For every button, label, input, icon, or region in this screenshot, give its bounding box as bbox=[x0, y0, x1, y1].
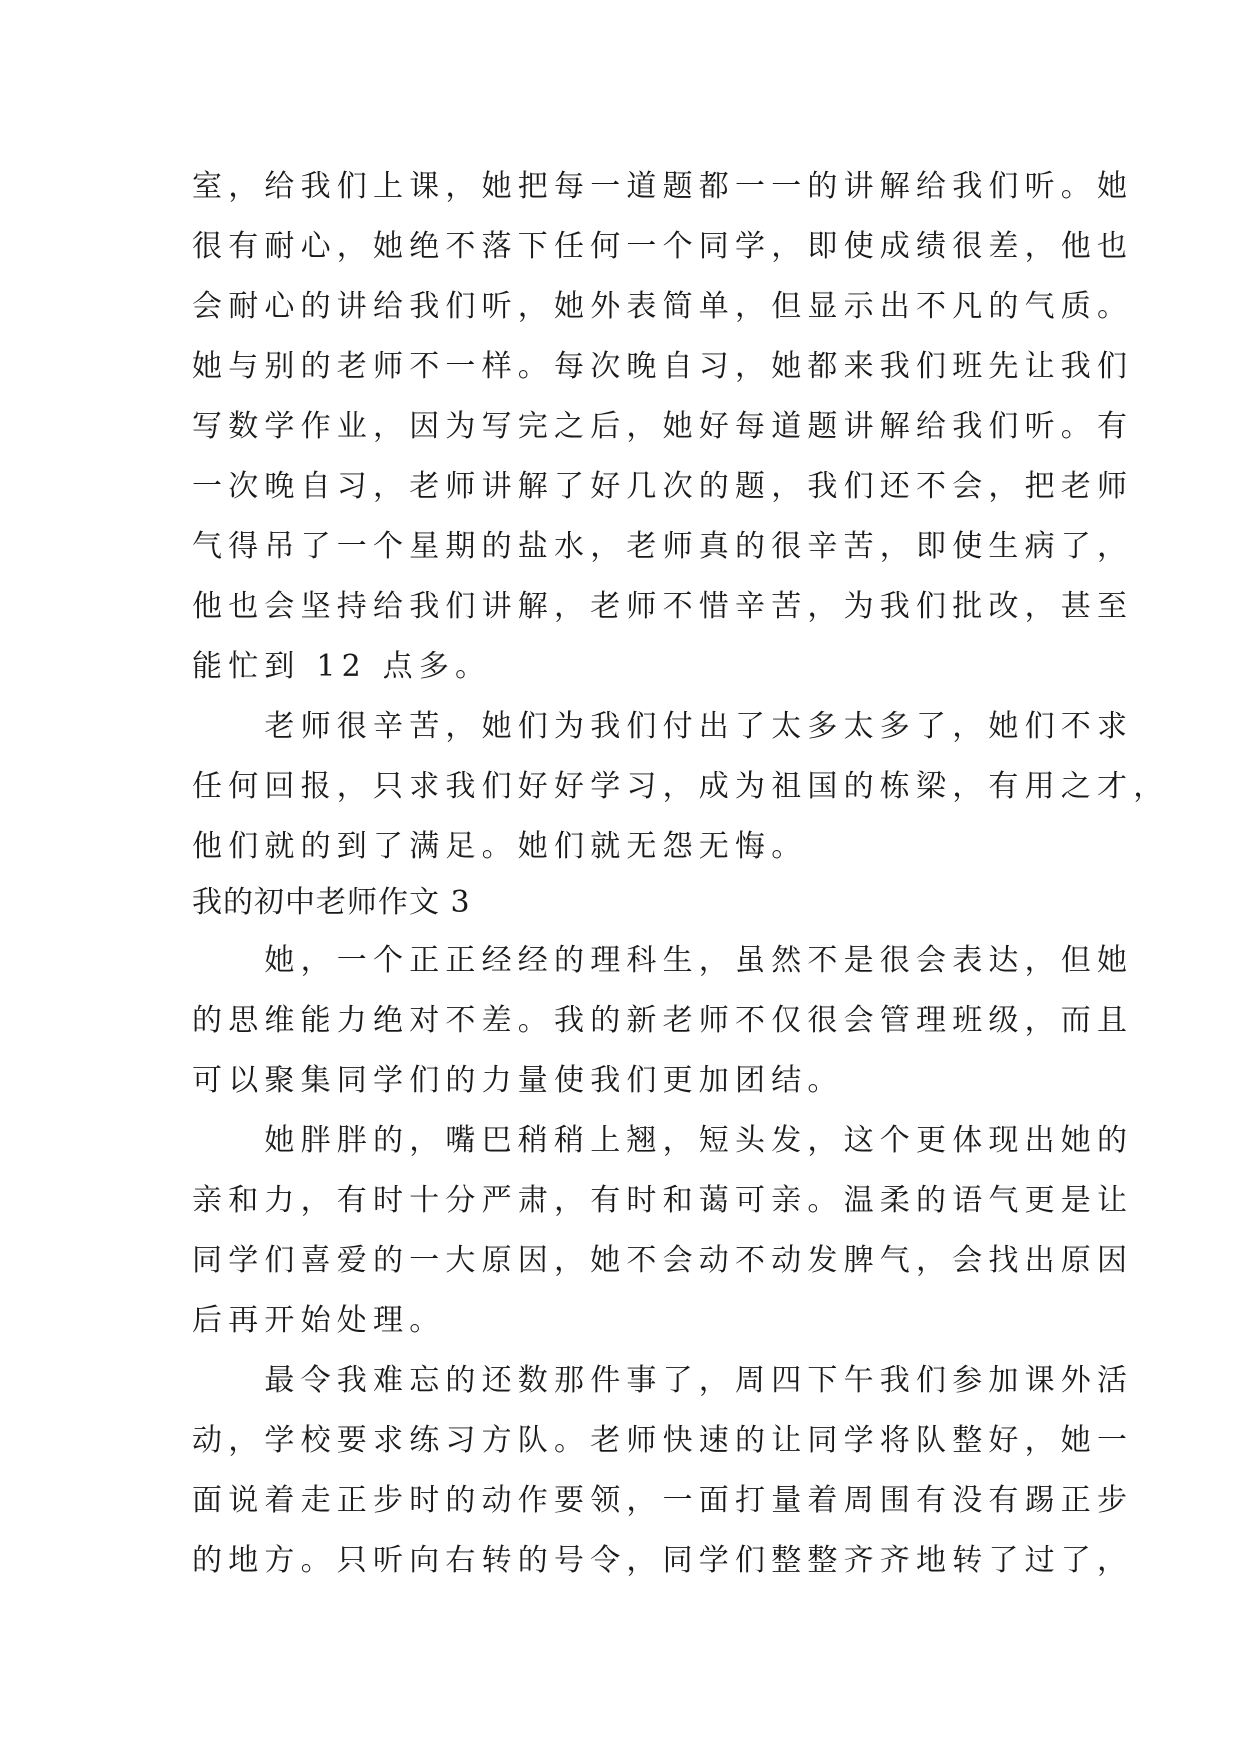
text-line: 气得吊了一个星期的盐水，老师真的很辛苦，即使生病了， bbox=[192, 529, 1134, 564]
text-line: 她与别的老师不一样。每次晚自习，她都来我们班先让我们 bbox=[192, 349, 1134, 384]
text-line: 很有耐心，她绝不落下任何一个同学，即使成绩很差，他也 bbox=[192, 229, 1134, 264]
text-line: 老师很辛苦，她们为我们付出了太多太多了，她们不求 bbox=[192, 709, 1134, 744]
text-line: 他也会坚持给我们讲解，老师不惜辛苦，为我们批改，甚至 bbox=[192, 589, 1134, 624]
text-line: 同学们喜爱的一大原因，她不会动不动发脾气，会找出原因 bbox=[192, 1243, 1134, 1278]
text-line: 他们就的到了满足。她们就无怨无悔。 bbox=[192, 829, 808, 864]
section-heading: 我的初中老师作文 3 bbox=[192, 885, 471, 920]
text-line: 动，学校要求练习方队。老师快速的让同学将队整好，她一 bbox=[192, 1423, 1134, 1458]
text-line: 最令我难忘的还数那件事了，周四下午我们参加课外活 bbox=[192, 1363, 1134, 1398]
text-line: 写数学作业，因为写完之后，她好每道题讲解给我们听。有 bbox=[192, 409, 1134, 444]
text-line: 面说着走正步时的动作要领，一面打量着周围有没有踢正步 bbox=[192, 1483, 1134, 1518]
text-line: 的地方。只听向右转的号令，同学们整整齐齐地转了过了， bbox=[192, 1543, 1134, 1578]
text-line: 的思维能力绝对不差。我的新老师不仅很会管理班级，而且 bbox=[192, 1003, 1134, 1038]
text-line: 室，给我们上课，她把每一道题都一一的讲解给我们听。她 bbox=[192, 169, 1134, 204]
text-line: 任何回报，只求我们好好学习，成为祖国的栋梁，有用之才， bbox=[192, 769, 1170, 804]
text-line: 可以聚集同学们的力量使我们更加团结。 bbox=[192, 1063, 844, 1098]
text-line: 她胖胖的，嘴巴稍稍上翘，短头发，这个更体现出她的 bbox=[192, 1123, 1134, 1158]
text-line: 会耐心的讲给我们听，她外表简单，但显示出不凡的气质。 bbox=[192, 289, 1134, 324]
text-line: 能忙到 12 点多。 bbox=[192, 649, 492, 684]
text-line: 后再开始处理。 bbox=[192, 1303, 446, 1338]
text-line: 她，一个正正经经的理科生，虽然不是很会表达，但她 bbox=[192, 943, 1134, 978]
text-line: 亲和力，有时十分严肃，有时和蔼可亲。温柔的语气更是让 bbox=[192, 1183, 1134, 1218]
text-line: 一次晚自习，老师讲解了好几次的题，我们还不会，把老师 bbox=[192, 469, 1134, 504]
